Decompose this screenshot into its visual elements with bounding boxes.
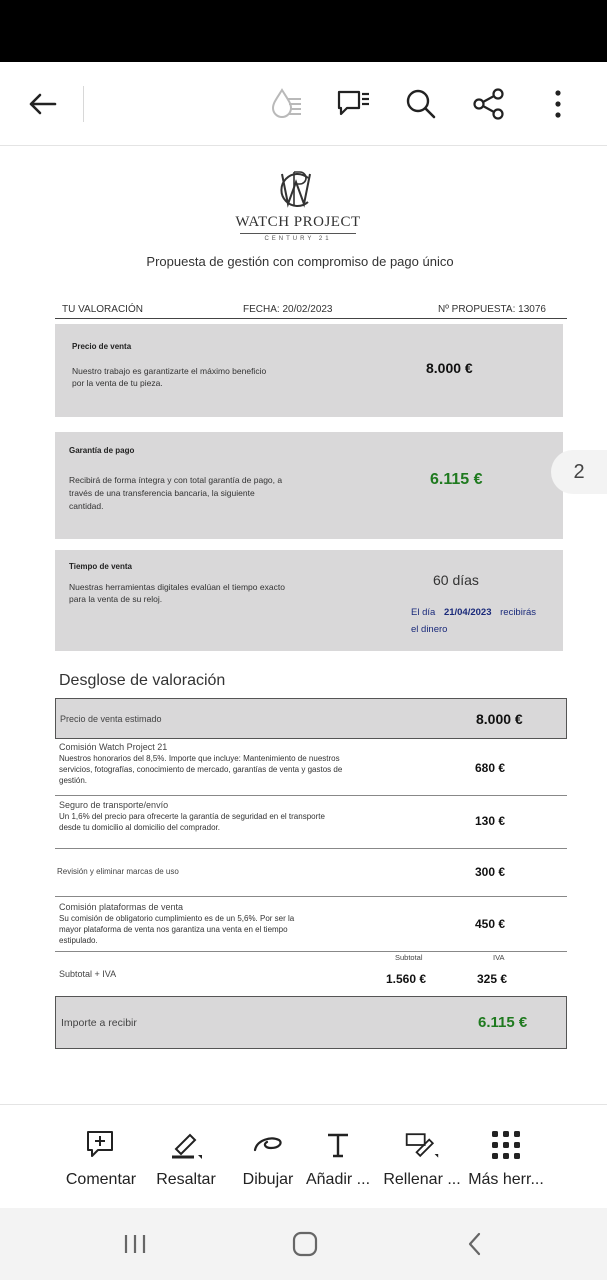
row-desc-line: estipulado.	[59, 936, 98, 945]
recent-apps-button[interactable]	[115, 1226, 155, 1262]
row-value: 300 €	[475, 865, 506, 879]
system-nav-bar	[0, 1208, 607, 1280]
header-divider	[55, 318, 567, 319]
subtotal-header: Subtotal	[395, 953, 423, 962]
tool-mas-herramientas[interactable]	[464, 1105, 548, 1209]
note-line-2: el dinero	[411, 624, 448, 635]
row-label: Seguro de transporte/envío	[59, 800, 169, 810]
more-vertical-icon	[553, 89, 563, 119]
panel-sale-time	[55, 550, 563, 651]
sale-price-value: 8.000 €	[426, 360, 473, 376]
system-back-button[interactable]	[455, 1226, 495, 1262]
more-options-button[interactable]	[536, 82, 580, 126]
comments-list-icon	[335, 88, 371, 120]
payment-date-note	[411, 607, 536, 618]
row-desc-line: servicios, fotografías, conocimiento de mercado, garantías de venta y gastos de	[59, 765, 343, 774]
tool-label: Añadir ...	[305, 1171, 371, 1188]
panel-title: Precio de venta	[72, 342, 132, 351]
tool-resaltar[interactable]	[150, 1105, 222, 1209]
tool-label: Resaltar	[156, 1171, 216, 1188]
tools-toolbar	[0, 1104, 607, 1208]
tool-label: Rellenar ...	[383, 1171, 461, 1188]
brand-subtitle: CENTURY 21	[264, 236, 332, 242]
arrow-left-icon	[27, 92, 57, 116]
guarantee-value: 6.115 €	[430, 471, 483, 488]
toolbar-divider	[83, 86, 84, 122]
panel-desc-line: cantidad.	[69, 501, 104, 511]
add-comment-icon	[85, 1129, 117, 1161]
chevron-left-icon	[467, 1232, 483, 1256]
row-revision	[55, 851, 567, 895]
row-estimated-price	[55, 698, 567, 739]
row-divider	[55, 795, 567, 796]
row-shipping-insurance	[55, 798, 567, 848]
search-button[interactable]	[399, 82, 443, 126]
liquid-mode-button[interactable]	[265, 82, 309, 126]
status-bar	[0, 0, 607, 62]
panel-desc-line: para la venta de su reloj.	[69, 594, 163, 604]
row-label: Revisión y eliminar marcas de uso	[57, 867, 179, 876]
subtotal-value: 1.560 €	[386, 972, 427, 986]
back-button[interactable]	[20, 82, 64, 126]
tool-label: Comentar	[65, 1171, 137, 1188]
row-label: Comisión Watch Project 21	[59, 742, 168, 752]
brand-name: WATCH PROJECT	[235, 214, 361, 230]
row-value: 450 €	[475, 917, 506, 931]
home-button[interactable]	[285, 1226, 325, 1262]
home-icon	[292, 1231, 318, 1257]
search-icon	[405, 88, 437, 120]
row-desc-line: Un 1,6% del precio para ofrecerte la garantía de seguridad en el transporte	[59, 812, 325, 821]
valuation-label: TU VALORACIÓN	[62, 304, 143, 315]
row-value: 8.000 €	[476, 711, 523, 727]
iva-header: IVA	[493, 953, 505, 962]
document-page[interactable]	[0, 146, 607, 1104]
share-icon	[472, 87, 506, 121]
row-desc-line: Nuestros honorarios del 8,5%. Importe que incluye: Mantenimiento de nuestros	[59, 754, 340, 763]
panel-title: Tiempo de venta	[69, 562, 132, 571]
sale-time-value: 60 días	[433, 572, 479, 588]
grid-icon	[491, 1130, 521, 1160]
panel-desc-line: Nuestras herramientas digitales evalúan el tiempo exacto	[69, 582, 285, 592]
row-label: Comisión plataformas de venta	[59, 902, 184, 912]
tool-dibujar[interactable]	[236, 1105, 300, 1209]
row-desc-line: desde tu domicilio al domicilio del comprador.	[59, 823, 220, 832]
top-app-bar	[0, 62, 607, 146]
fill-sign-icon	[404, 1129, 440, 1161]
proposal-number: Nº PROPUESTA: 13076	[438, 304, 546, 315]
row-value: 6.115 €	[478, 1014, 528, 1031]
text-icon	[325, 1131, 351, 1159]
tool-label: Más herr...	[468, 1171, 544, 1188]
tool-rellenar[interactable]	[376, 1105, 468, 1209]
row-platform-commission	[55, 900, 567, 950]
row-amount-to-receive	[55, 996, 567, 1049]
panel-title: Garantía de pago	[69, 446, 135, 455]
panel-desc-line: Recibirá de forma íntegra y con total garantía de pago, a	[69, 475, 283, 485]
share-button[interactable]	[467, 82, 511, 126]
panel-payment-guarantee	[55, 432, 563, 539]
draw-icon	[251, 1132, 285, 1158]
tool-comentar[interactable]	[60, 1105, 142, 1209]
date-label: FECHA: 20/02/2023	[243, 304, 333, 315]
panel-desc-line: por la venta de tu pieza.	[72, 378, 163, 388]
row-divider	[55, 896, 567, 897]
row-value: 130 €	[475, 814, 506, 828]
row-commission	[55, 740, 567, 795]
note-prefix: El día	[411, 607, 436, 618]
row-value: 680 €	[475, 761, 506, 775]
panel-desc-line: Nuestro trabajo es garantizarte el máximo beneficio	[72, 366, 267, 376]
highlighter-icon	[168, 1129, 204, 1161]
liquid-mode-icon	[269, 87, 305, 121]
recent-apps-icon	[123, 1233, 147, 1255]
breakdown-title: Desglose de valoración	[59, 672, 226, 689]
proposal-subtitle: Propuesta de gestión con compromiso de pago único	[146, 254, 454, 269]
panel-desc-line: través de una transferencia bancaria, la siguiente	[69, 488, 255, 498]
panel-sale-price	[55, 324, 563, 417]
row-desc-line: mayor plataforma de venta nos garantiza una venta en el tiempo	[59, 925, 288, 934]
watch-project-logo-icon	[268, 168, 324, 212]
row-desc-line: Su comisión de obligatorio cumplimiento es de un 5,6%. Por ser la	[59, 914, 295, 923]
row-subtotal	[55, 952, 567, 992]
payment-date: 21/04/2023	[443, 607, 492, 618]
page-number-indicator[interactable]: 2	[551, 450, 607, 494]
row-label: Subtotal + IVA	[59, 969, 117, 979]
row-label: Precio de venta estimado	[60, 714, 162, 724]
row-divider	[55, 848, 567, 849]
tool-anadir-texto[interactable]	[300, 1105, 376, 1209]
row-desc-line: gestión.	[59, 776, 88, 785]
row-label: Importe a recibir	[61, 1017, 137, 1029]
iva-value: 325 €	[477, 972, 508, 986]
note-suffix: recibirás	[500, 607, 537, 618]
tool-label: Dibujar	[242, 1171, 294, 1188]
brand-underline	[240, 233, 356, 234]
comments-button[interactable]	[331, 82, 375, 126]
